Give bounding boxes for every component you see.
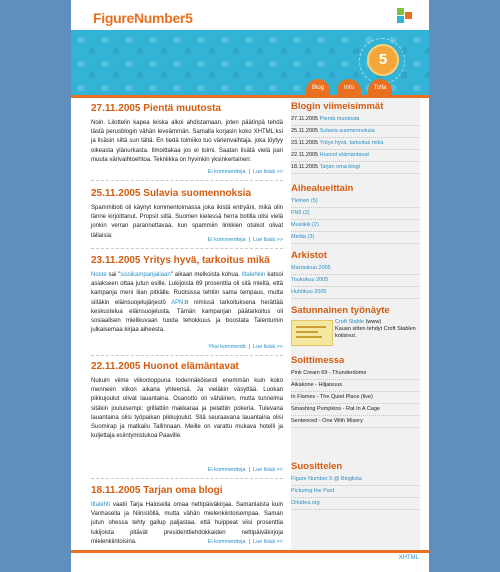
archive-link[interactable]: Marraskuu 2005 <box>291 263 420 275</box>
recent-item[interactable] <box>291 138 420 150</box>
work-link[interactable]: Croft Stable <box>335 319 365 325</box>
category-link[interactable]: Media (3) <box>291 232 420 244</box>
comments-link[interactable]: Ei kommentteja <box>207 237 246 243</box>
recent-title[interactable]: Pientä muutosta <box>319 116 360 122</box>
body-link[interactable]: APN <box>171 299 184 306</box>
body-link[interactable]: Iltalehti <box>91 502 111 508</box>
logo-part-figure: Figure <box>93 10 134 26</box>
recent-date: 23.11.2005 <box>291 140 319 146</box>
post-3 <box>91 255 283 335</box>
sidebar-recent <box>291 101 420 174</box>
tab-info[interactable]: Info <box>337 79 361 95</box>
post-title[interactable]: 23.11.2005 Yritys hyvä, tarkoitus mikä <box>91 255 270 266</box>
recent-date: 27.11.2005 <box>291 116 319 122</box>
post-meta-2: Ei kommentteja | Lue lisää >> <box>207 237 283 243</box>
body-text: :n nimissä tarkoituksena herättää keskustelua eläinsuojelusta. Tämän kampanjan päätarkoitus oli sosiaalisen mielikuvaan tuoda tehokkuus ja boostata Talentumin julkaisemaa kirjaa aiheesta. <box>91 299 284 334</box>
color-switch-orange[interactable] <box>405 12 412 19</box>
post-body <box>91 271 283 335</box>
logo-bar <box>71 0 429 30</box>
body-text: sai " <box>106 272 121 278</box>
sidebar-archive <box>291 250 420 299</box>
post-4 <box>91 361 283 441</box>
read-more-link[interactable]: Lue lisää >> <box>253 237 283 243</box>
post-title[interactable]: 22.11.2005 Huonot elämäntavat <box>91 361 239 372</box>
footer-divider <box>71 550 429 553</box>
work-suffix[interactable]: (www) <box>364 319 382 325</box>
read-more-link[interactable]: Lue lisää >> <box>253 169 283 175</box>
post-divider <box>91 478 283 479</box>
number-5-badge: 5 <box>367 44 399 76</box>
song-item: Sentenced - One With Misery <box>291 416 420 428</box>
recent-title[interactable]: Huonot elämäntavat <box>319 152 369 158</box>
tab-blog[interactable]: Blog <box>306 79 330 95</box>
sidebar-recommend <box>291 461 420 510</box>
sidebar-heading: Blogin viimeisimmät <box>291 101 384 112</box>
sidebar-heading: Aihealueittain <box>291 183 354 194</box>
post-divider <box>91 248 283 249</box>
category-link[interactable]: Yleinen (5) <box>291 196 420 208</box>
recent-title[interactable]: Sulavia suomennoksia <box>319 128 375 134</box>
sidebar-categories <box>291 183 420 244</box>
sidebar-heading: Soittimessa <box>291 355 345 366</box>
xhtml-link[interactable]: XHTML <box>398 555 419 561</box>
work-desc: Kauan sitten tehdyt Croft Stablen kotisivut. <box>335 326 416 339</box>
body-text: vaatii Tarja Halosella omaa nettipäiväkirjaa. Samanlaista kuin Vanhasella ja Niinistöllä, mutta vähän mielenkiintoisempaa. Saman jutun ohessa tehty gallup paljastaa, että huippeat viisi prosenttia lukijoista pitävät presidenttiehdokkaiden nettipäiväkirjoja mielenkiintoisina. <box>91 502 283 545</box>
body-link[interactable]: Noste <box>91 272 107 278</box>
recent-title[interactable]: Tarjan oma blogi <box>319 164 360 170</box>
song-item: Aikakone - Hiljaisuus <box>291 380 420 392</box>
read-more-link[interactable]: Lue lisää >> <box>253 539 283 545</box>
post-meta-3: Yksi kommentti | Lue lisää >> <box>208 344 283 350</box>
post-body: Nukuin viime viikonloppuna todennäköisesti enemmän kuin koko menneen viikon aikana yhteensä. Ja vieläkin väsyttää. Luokan pikkujoulut olivat lauantaina. Osanotto oli vähäinen, mutta tunnelma sitäkin jouluisempi: grillattiin makkaraa ja pelattiin pokeria. Tulevana lauantaina olisi työpaikan pikkujoulut. Sitä seuraavana lauantaina olisi Suomirap ja matkailu Tallinnaan. Meille on varattu mukava hotelli ja kuljettaja esiintymistukoa Paaville. <box>91 378 283 440</box>
comments-link[interactable]: Ei kommentteja <box>207 539 246 545</box>
post-2 <box>91 188 283 241</box>
color-switch-green[interactable] <box>397 8 404 15</box>
work-thumbnail[interactable] <box>291 320 333 346</box>
sidebar-heading: Suosittelen <box>291 461 343 472</box>
tab-tolfa[interactable]: Tolfa <box>368 79 392 95</box>
post-meta-4: Ei kommentteja | Lue lisää >> <box>207 467 283 473</box>
recent-item[interactable] <box>291 150 420 162</box>
category-link[interactable]: FN5 (2) <box>291 208 420 220</box>
post-divider <box>91 180 283 181</box>
body-text: " aikaan melkoista kohua. <box>170 272 242 278</box>
comments-link[interactable]: Ei kommentteja <box>207 169 246 175</box>
work-sample <box>291 319 420 349</box>
work-description <box>335 319 420 340</box>
body-link[interactable]: sissikampanjaliaan <box>120 272 171 278</box>
category-link[interactable]: Musiikki (2) <box>291 220 420 232</box>
recommend-link[interactable]: Figure Number 5 @ Bloglista <box>291 474 420 486</box>
song-item: Smashing Pumpkins - Rat In A Cage <box>291 404 420 416</box>
post-title[interactable]: 25.11.2005 Sulavia suomennoksia <box>91 188 252 199</box>
recommend-link[interactable]: Picturing the Past <box>291 486 420 498</box>
post-meta-1: Ei kommentteja | Lue lisää >> <box>207 169 283 175</box>
recent-date: 22.11.2005 <box>291 152 319 158</box>
body-text: katsoi asiakseen ottaa jutun esille. Lukijoista 69 prosenttia oli sitä mieltä, että kampanja meni liian pitkälle. Ruotsissa tehtiin sama tempaus, mutta siitäkin eläinsuojelujärjestö <box>91 272 283 306</box>
recent-item[interactable] <box>291 114 420 126</box>
song-item: Pink Cream 69 - Thunderdome <box>291 368 420 380</box>
sidebar-heading: Satunnainen työnäyte <box>291 305 390 316</box>
logo-part-number5: Number5 <box>133 10 193 26</box>
read-more-link[interactable]: Lue lisää >> <box>253 467 283 473</box>
recent-item[interactable] <box>291 162 420 174</box>
recent-title[interactable]: Yritys hyvä, tarkoitus mikä <box>319 140 384 146</box>
song-item: In Flames - The Quiet Place (live) <box>291 392 420 404</box>
archive-link[interactable]: Toukokuu 2005 <box>291 275 420 287</box>
comments-link[interactable]: Ei kommentteja <box>207 467 246 473</box>
post-meta-5: Ei kommentteja | Lue lisää >> <box>207 539 283 545</box>
recommend-link[interactable]: Orkidea.org <box>291 498 420 510</box>
recent-date: 18.11.2005 <box>291 164 319 170</box>
recent-date: 25.11.2005 <box>291 128 319 134</box>
post-body: Spammiboti oli käynyt kommentoimassa joka ikistä entryäni, mikä olin tänne kirjoittanut. Propsit siitä. Suomen kielessä herra botilla olisi vielä jonkin verran parannettavaa, kun spammiin linkkien otsikot olivat tällaisia: <box>91 205 283 239</box>
archive-link[interactable]: Huhtikuu 2005 <box>291 287 420 299</box>
post-divider <box>91 355 283 356</box>
read-more-link[interactable]: Lue lisää >> <box>253 344 283 350</box>
comments-link[interactable]: Yksi kommentti <box>208 344 246 350</box>
color-switch-blue[interactable] <box>397 16 404 23</box>
post-5 <box>91 485 283 547</box>
post-title[interactable]: 27.11.2005 Pientä muutosta <box>91 103 222 114</box>
sidebar <box>291 98 420 550</box>
page <box>71 0 429 572</box>
sidebar-heading: Arkistot <box>291 250 327 261</box>
post-1 <box>91 103 283 165</box>
post-title[interactable]: 18.11.2005 Tarjan oma blogi <box>91 485 223 496</box>
recent-item[interactable] <box>291 126 420 138</box>
sidebar-random-work <box>291 305 420 339</box>
sidebar-now-playing <box>291 355 420 428</box>
site-logo[interactable] <box>93 10 193 26</box>
post-body: Noin. Lilottelin kapea leiska alkoi ahdistamaan, joten päätinpä tehdä tästä perusblogin vähän leveämmän. Samalla korjasin koko XHTML:ksi ja lisäsin siltä sun tältä. En tiedä toimiiko tuo värienvaihtaja, joka löytyy oikeasta ylänurkasta. Ilmoittakaa jos ei toimi. Saatan lisätä vielä pari muuta värivaihtoehtoa. Tekniikka on hyvinkin yksinkertainen: <box>91 120 283 163</box>
body-link[interactable]: Iltalehkin <box>241 272 266 278</box>
